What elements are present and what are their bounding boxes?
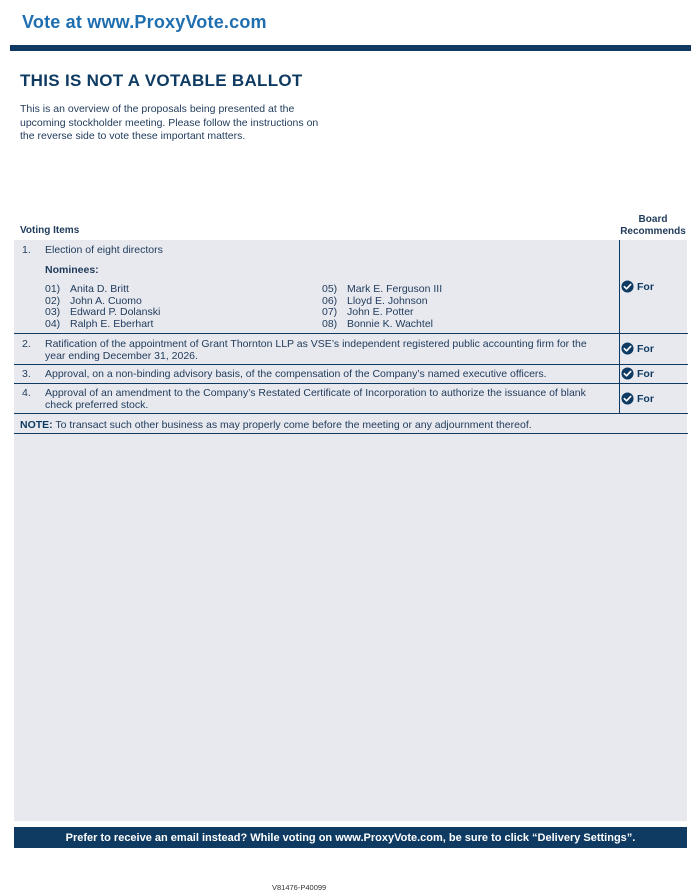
item-number: 1. xyxy=(22,244,31,256)
nominee-name: John A. Cuomo xyxy=(70,295,142,307)
row-divider xyxy=(14,413,688,414)
nominee xyxy=(322,306,414,318)
nominee xyxy=(45,283,129,295)
note-text: To transact such other business as may properly come before the meeting or any adjournment thereof. xyxy=(52,419,532,431)
nominee xyxy=(322,283,442,295)
document-code: V81476-P40099 xyxy=(272,883,327,892)
recommendation-label: For xyxy=(637,342,654,355)
nominee-name: Edward P. Dolanski xyxy=(70,306,161,318)
row-divider xyxy=(14,333,688,334)
item-text-line: year ending December 31, 2026. xyxy=(45,350,198,362)
intro-line: the reverse side to vote these important matters. xyxy=(20,130,246,142)
board-recommends-heading xyxy=(618,214,688,237)
recommendation xyxy=(621,342,654,355)
page-title: THIS IS NOT A VOTABLE BALLOT xyxy=(20,71,303,90)
item-text-line: Approval of an amendment to the Company’s Restated Certificate of Incorporation to authorize the issuance of blank xyxy=(45,387,586,399)
nominee-number: 06) xyxy=(322,295,338,307)
note-label: NOTE: xyxy=(20,419,53,431)
nominees-label: Nominees: xyxy=(45,264,99,276)
nominee-name: Ralph E. Eberhart xyxy=(70,318,154,330)
note xyxy=(20,419,532,431)
check-circle-icon xyxy=(621,342,634,355)
board-recommends-line: Board xyxy=(638,214,668,225)
recommendation xyxy=(621,392,654,405)
item-text-line: Ratification of the appointment of Grant Thornton LLP as VSE’s independent registered public accounting firm for the xyxy=(45,338,587,350)
nominee-number: 07) xyxy=(322,306,338,318)
nominee-number: 04) xyxy=(45,318,61,330)
item-text: Approval, on a non-binding advisory basis, of the compensation of the Company’s named executive officers. xyxy=(45,368,547,380)
nominee-number: 03) xyxy=(45,306,61,318)
recommendation-label: For xyxy=(637,280,654,293)
item-text: Election of eight directors xyxy=(45,244,163,256)
header-title[interactable]: Vote at www.ProxyVote.com xyxy=(22,12,267,32)
item-text-line: check preferred stock. xyxy=(45,399,149,411)
nominee-number: 05) xyxy=(322,283,338,295)
recommend-column-rule xyxy=(619,240,620,414)
item-text xyxy=(45,387,617,411)
item-number: 3. xyxy=(22,368,31,380)
recommendation xyxy=(621,367,654,380)
check-circle-icon xyxy=(621,280,634,293)
nominee xyxy=(45,318,153,330)
nominee-number: 08) xyxy=(322,318,338,330)
voting-items-heading: Voting Items xyxy=(20,225,80,236)
banner-text: Prefer to receive an email instead? While voting on www.ProxyVote.com, be sure to click “Delivery Settings”. xyxy=(65,831,636,844)
recommendation-label: For xyxy=(637,392,654,405)
intro-text xyxy=(20,103,350,144)
check-circle-icon xyxy=(621,367,634,380)
intro-line: This is an overview of the proposals being presented at the xyxy=(20,103,295,115)
item-number: 4. xyxy=(22,387,31,399)
nominee-name: Mark E. Ferguson III xyxy=(347,283,443,295)
nominee-number: 02) xyxy=(45,295,61,307)
header-rule xyxy=(10,45,691,51)
recommendation-label: For xyxy=(637,367,654,380)
intro-line: upcoming stockholder meeting. Please follow the instructions on xyxy=(20,116,319,129)
board-recommends-line: Recommends xyxy=(620,225,686,237)
item-text xyxy=(45,338,617,362)
nominee-name: Lloyd E. Johnson xyxy=(347,295,428,307)
recommendation xyxy=(621,280,654,293)
nominee xyxy=(45,306,160,318)
row-divider xyxy=(14,364,688,365)
row-divider xyxy=(14,433,688,434)
item-number: 2. xyxy=(22,338,31,350)
nominee-name: Bonnie K. Wachtel xyxy=(347,318,433,330)
delivery-settings-banner xyxy=(14,827,687,848)
nominee xyxy=(322,318,433,330)
check-circle-icon xyxy=(621,392,634,405)
nominee-name: John E. Potter xyxy=(347,306,414,318)
row-divider xyxy=(14,383,688,384)
nominee-number: 01) xyxy=(45,283,61,295)
nominee-name: Anita D. Britt xyxy=(70,283,129,295)
